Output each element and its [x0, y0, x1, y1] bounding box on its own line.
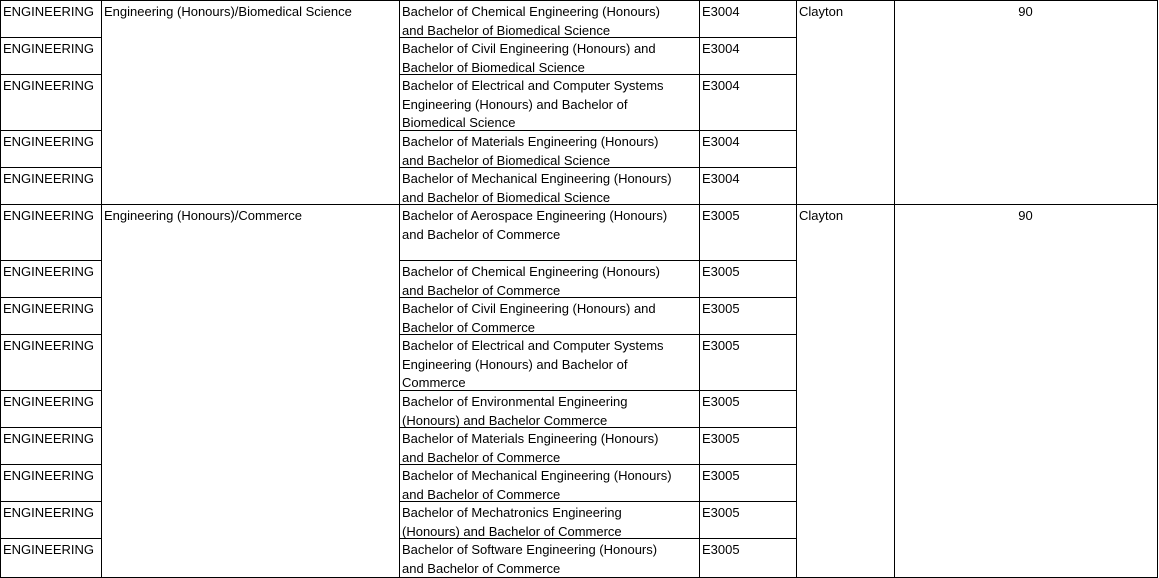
- course-code-cell-text: E3004: [702, 4, 740, 19]
- row-divider: [0, 297, 101, 298]
- row-divider: [0, 167, 101, 168]
- course-code-cell-text: E3005: [702, 431, 740, 446]
- course-name-cell-text: Engineering (Honours)/Commerce: [104, 208, 302, 223]
- row-divider: [399, 538, 796, 539]
- course-title-line: Bachelor of Materials Engineering (Honours): [402, 431, 659, 446]
- course-title-line: Bachelor of Software Engineering (Honours): [402, 542, 658, 557]
- course-title-line: Engineering (Honours) and Bachelor of: [402, 96, 628, 112]
- atar-cell: [894, 0, 1157, 204]
- course-title-line: Biomedical Science: [402, 115, 516, 130]
- course-code-cell: [699, 130, 796, 167]
- campus-cell-text: Clayton: [799, 4, 844, 19]
- faculty-cell: [0, 501, 101, 538]
- faculty-cell: [0, 204, 101, 260]
- course-title-line: (Honours) and Bachelor Commerce: [402, 412, 608, 427]
- course-title-cell: [399, 167, 699, 204]
- course-title-cell: [399, 464, 699, 501]
- course-code-cell-text: E3005: [702, 264, 740, 279]
- course-code-cell-text: E3005: [702, 208, 740, 223]
- course-code-cell-text: E3005: [702, 468, 740, 483]
- course-title-line: Bachelor of Civil Engineering (Honours) and: [402, 41, 656, 56]
- faculty-cell-text: ENGINEERING: [3, 134, 95, 149]
- faculty-cell: [0, 74, 101, 130]
- campus-cell-text: Clayton: [799, 208, 844, 223]
- course-code-cell: [699, 37, 796, 74]
- course-title-line: and Bachelor of Commerce: [402, 560, 561, 576]
- column-border: [699, 0, 700, 578]
- row-divider: [0, 538, 101, 539]
- course-title-line: and Bachelor of Commerce: [402, 282, 561, 297]
- course-code-cell-text: E3004: [702, 41, 740, 56]
- group-divider: [0, 204, 1157, 205]
- course-title-cell: [399, 204, 699, 260]
- row-divider: [399, 167, 796, 168]
- course-title-line: Bachelor of Materials Engineering (Honours): [402, 134, 659, 149]
- course-title-cell: [399, 297, 699, 334]
- row-divider: [0, 334, 101, 335]
- course-title-line: Bachelor of Mechatronics Engineering: [402, 505, 622, 520]
- course-title-cell: [399, 130, 699, 167]
- column-border: [101, 0, 102, 578]
- faculty-cell: [0, 297, 101, 334]
- faculty-cell-text: ENGINEERING: [3, 394, 95, 409]
- course-title-line: Bachelor of Commerce: [402, 319, 535, 334]
- course-title-cell: [399, 0, 699, 37]
- course-title-line: and Bachelor of Commerce: [402, 449, 561, 464]
- column-border: [894, 0, 895, 578]
- column-border: [796, 0, 797, 578]
- row-divider: [0, 37, 101, 38]
- row-divider: [399, 37, 796, 38]
- row-divider: [0, 74, 101, 75]
- faculty-cell: [0, 0, 101, 37]
- atar-cell-text: 90: [1018, 208, 1033, 223]
- campus-cell: [796, 0, 894, 204]
- campus-cell: [796, 204, 894, 578]
- course-code-cell-text: E3005: [702, 338, 740, 353]
- faculty-cell-text: ENGINEERING: [3, 338, 95, 353]
- course-name-cell: [101, 0, 399, 204]
- faculty-cell: [0, 427, 101, 464]
- course-code-cell: [699, 427, 796, 464]
- course-code-cell-text: E3005: [702, 542, 740, 557]
- row-divider: [0, 390, 101, 391]
- course-code-cell: [699, 464, 796, 501]
- faculty-cell: [0, 464, 101, 501]
- faculty-cell-text: ENGINEERING: [3, 208, 95, 223]
- faculty-cell: [0, 130, 101, 167]
- row-divider: [399, 501, 796, 502]
- course-title-line: Bachelor of Electrical and Computer Systems: [402, 78, 664, 93]
- course-code-cell: [699, 334, 796, 390]
- course-code-cell: [699, 167, 796, 204]
- row-divider: [0, 130, 101, 131]
- faculty-cell: [0, 390, 101, 427]
- course-code-cell: [699, 0, 796, 37]
- row-divider: [0, 501, 101, 502]
- row-divider: [0, 260, 101, 261]
- course-code-cell-text: E3004: [702, 171, 740, 186]
- faculty-cell: [0, 167, 101, 204]
- course-title-line: Bachelor of Mechanical Engineering (Honours): [402, 171, 672, 186]
- faculty-cell-text: ENGINEERING: [3, 41, 95, 56]
- course-title-line: and Bachelor of Biomedical Science: [402, 189, 611, 204]
- row-divider: [399, 334, 796, 335]
- course-title-line: Bachelor of Biomedical Science: [402, 59, 585, 74]
- row-divider: [0, 464, 101, 465]
- row-divider: [399, 130, 796, 131]
- course-code-cell-text: E3005: [702, 394, 740, 409]
- course-title-line: Bachelor of Environmental Engineering: [402, 394, 628, 409]
- course-title-cell: [399, 260, 699, 297]
- row-divider: [399, 74, 796, 75]
- column-border: [0, 0, 1, 578]
- row-divider: [0, 427, 101, 428]
- faculty-cell-text: ENGINEERING: [3, 171, 95, 186]
- course-code-cell-text: E3004: [702, 134, 740, 149]
- atar-cell-text: 90: [1018, 4, 1033, 19]
- faculty-cell: [0, 538, 101, 578]
- course-title-line: (Honours) and Bachelor of Commerce: [402, 523, 622, 538]
- course-title-line: Bachelor of Civil Engineering (Honours) and: [402, 301, 656, 316]
- course-title-line: Bachelor of Chemical Engineering (Honours): [402, 4, 660, 19]
- table-top-border: [0, 0, 1157, 1]
- course-name-cell-text: Engineering (Honours)/Biomedical Science: [104, 4, 352, 19]
- column-border: [1157, 0, 1158, 578]
- faculty-cell-text: ENGINEERING: [3, 431, 95, 446]
- course-title-cell: [399, 390, 699, 427]
- faculty-cell-text: ENGINEERING: [3, 301, 95, 316]
- course-title-line: Bachelor of Mechanical Engineering (Honours): [402, 468, 672, 483]
- course-code-cell: [699, 390, 796, 427]
- faculty-cell: [0, 37, 101, 74]
- course-title-cell: [399, 334, 699, 390]
- course-code-cell: [699, 74, 796, 130]
- course-title-line: and Bachelor of Biomedical Science: [402, 22, 611, 37]
- course-code-cell: [699, 538, 796, 578]
- row-divider: [399, 260, 796, 261]
- course-code-cell: [699, 501, 796, 538]
- row-divider: [399, 297, 796, 298]
- row-divider: [399, 390, 796, 391]
- faculty-cell: [0, 334, 101, 390]
- course-code-cell-text: E3004: [702, 78, 740, 93]
- course-code-cell-text: E3005: [702, 505, 740, 520]
- course-title-line: Engineering (Honours) and Bachelor of: [402, 356, 628, 372]
- course-title-line: Bachelor of Aerospace Engineering (Honours): [402, 208, 668, 223]
- course-title-cell: [399, 427, 699, 464]
- course-title-cell: [399, 538, 699, 578]
- row-divider: [399, 464, 796, 465]
- course-title-line: and Bachelor of Commerce: [402, 486, 561, 501]
- course-title-line: Bachelor of Chemical Engineering (Honours): [402, 264, 660, 279]
- course-code-cell: [699, 297, 796, 334]
- course-name-cell: [101, 204, 399, 578]
- course-title-line: Bachelor of Electrical and Computer Systems: [402, 338, 664, 353]
- faculty-cell: [0, 260, 101, 297]
- faculty-cell-text: ENGINEERING: [3, 468, 95, 483]
- course-code-cell-text: E3005: [702, 301, 740, 316]
- course-title-cell: [399, 74, 699, 130]
- course-title-line: Commerce: [402, 375, 466, 390]
- course-code-cell: [699, 260, 796, 297]
- course-title-line: and Bachelor of Biomedical Science: [402, 152, 611, 167]
- faculty-cell-text: ENGINEERING: [3, 505, 95, 520]
- column-border: [399, 0, 400, 578]
- faculty-cell-text: ENGINEERING: [3, 542, 95, 557]
- course-title-cell: [399, 37, 699, 74]
- atar-cell: [894, 204, 1157, 578]
- faculty-cell-text: ENGINEERING: [3, 264, 95, 279]
- faculty-cell-text: ENGINEERING: [3, 4, 95, 19]
- faculty-cell-text: ENGINEERING: [3, 78, 95, 93]
- course-title-cell: [399, 501, 699, 538]
- row-divider: [399, 427, 796, 428]
- course-title-line: and Bachelor of Commerce: [402, 226, 561, 242]
- course-code-cell: [699, 204, 796, 260]
